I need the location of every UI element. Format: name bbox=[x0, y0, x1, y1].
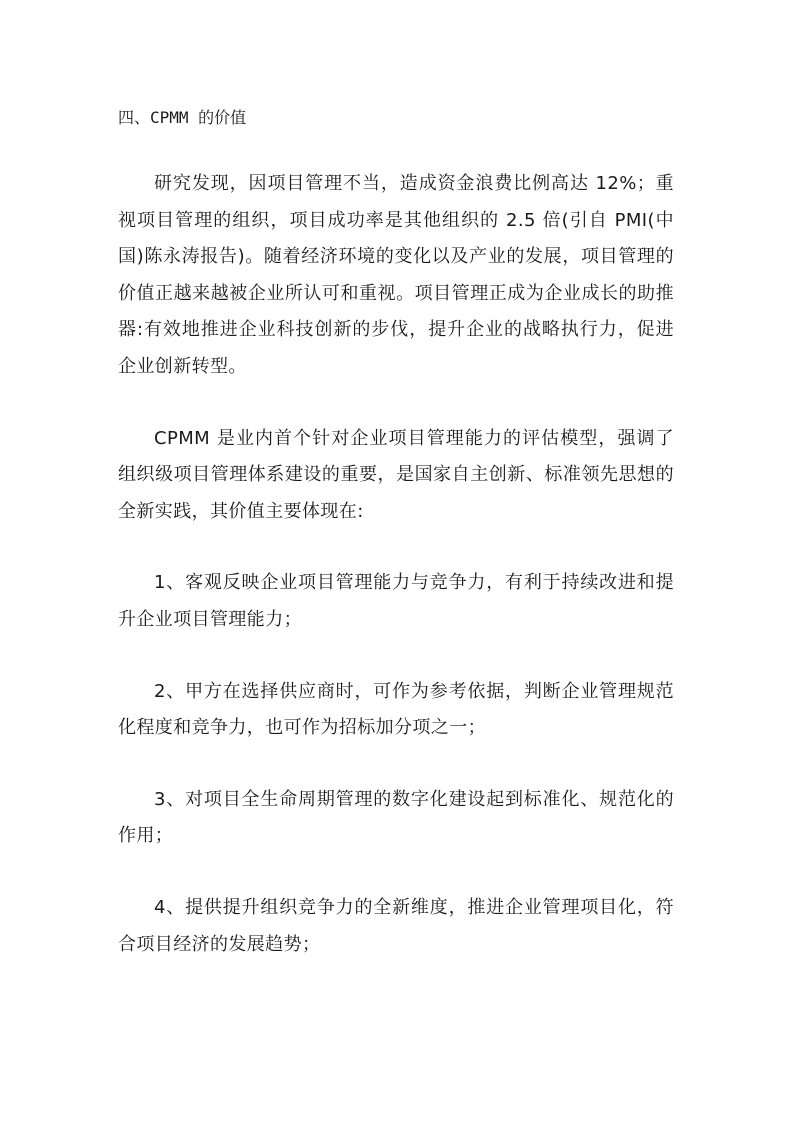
section-heading: 四、CPMM 的价值 bbox=[118, 108, 247, 127]
list-item-4: 4、提供提升组织竞争力的全新维度，推进企业管理项目化，符合项目经济的发展趋势； bbox=[118, 896, 674, 955]
paragraph-intro: 研究发现，因项目管理不当，造成资金浪费比例高达 12%；重视项目管理的组织，项目成功率是其他组织的 2.5 倍(引自 PMI(中国)陈永涛报告)。随着经济环境的变化以及产业的发展，项目管理的价值正越来越被企业所认可和重视。项目管理正成为企业成长的助推器:有效地推进企业科技创新的步伐，提升企业的战略执行力，促进企业创新转型。 bbox=[118, 173, 674, 377]
list-item-2: 2、甲方在选择供应商时，可作为参考依据，判断企业管理规范化程度和竞争力，也可作为招标加分项之一； bbox=[118, 680, 674, 739]
paragraph-cpmm: CPMM 是业内首个针对企业项目管理能力的评估模型，强调了组织级项目管理体系建设的重要，是国家自主创新、标准领先思想的全新实践，其价值主要体现在: bbox=[118, 427, 674, 522]
list-item-3: 3、对项目全生命周期管理的数字化建设起到标准化、规范化的作用； bbox=[118, 788, 674, 847]
list-item-1: 1、客观反映企业项目管理能力与竞争力，有利于持续改进和提升企业项目管理能力； bbox=[118, 572, 674, 630]
document-body bbox=[118, 101, 674, 963]
